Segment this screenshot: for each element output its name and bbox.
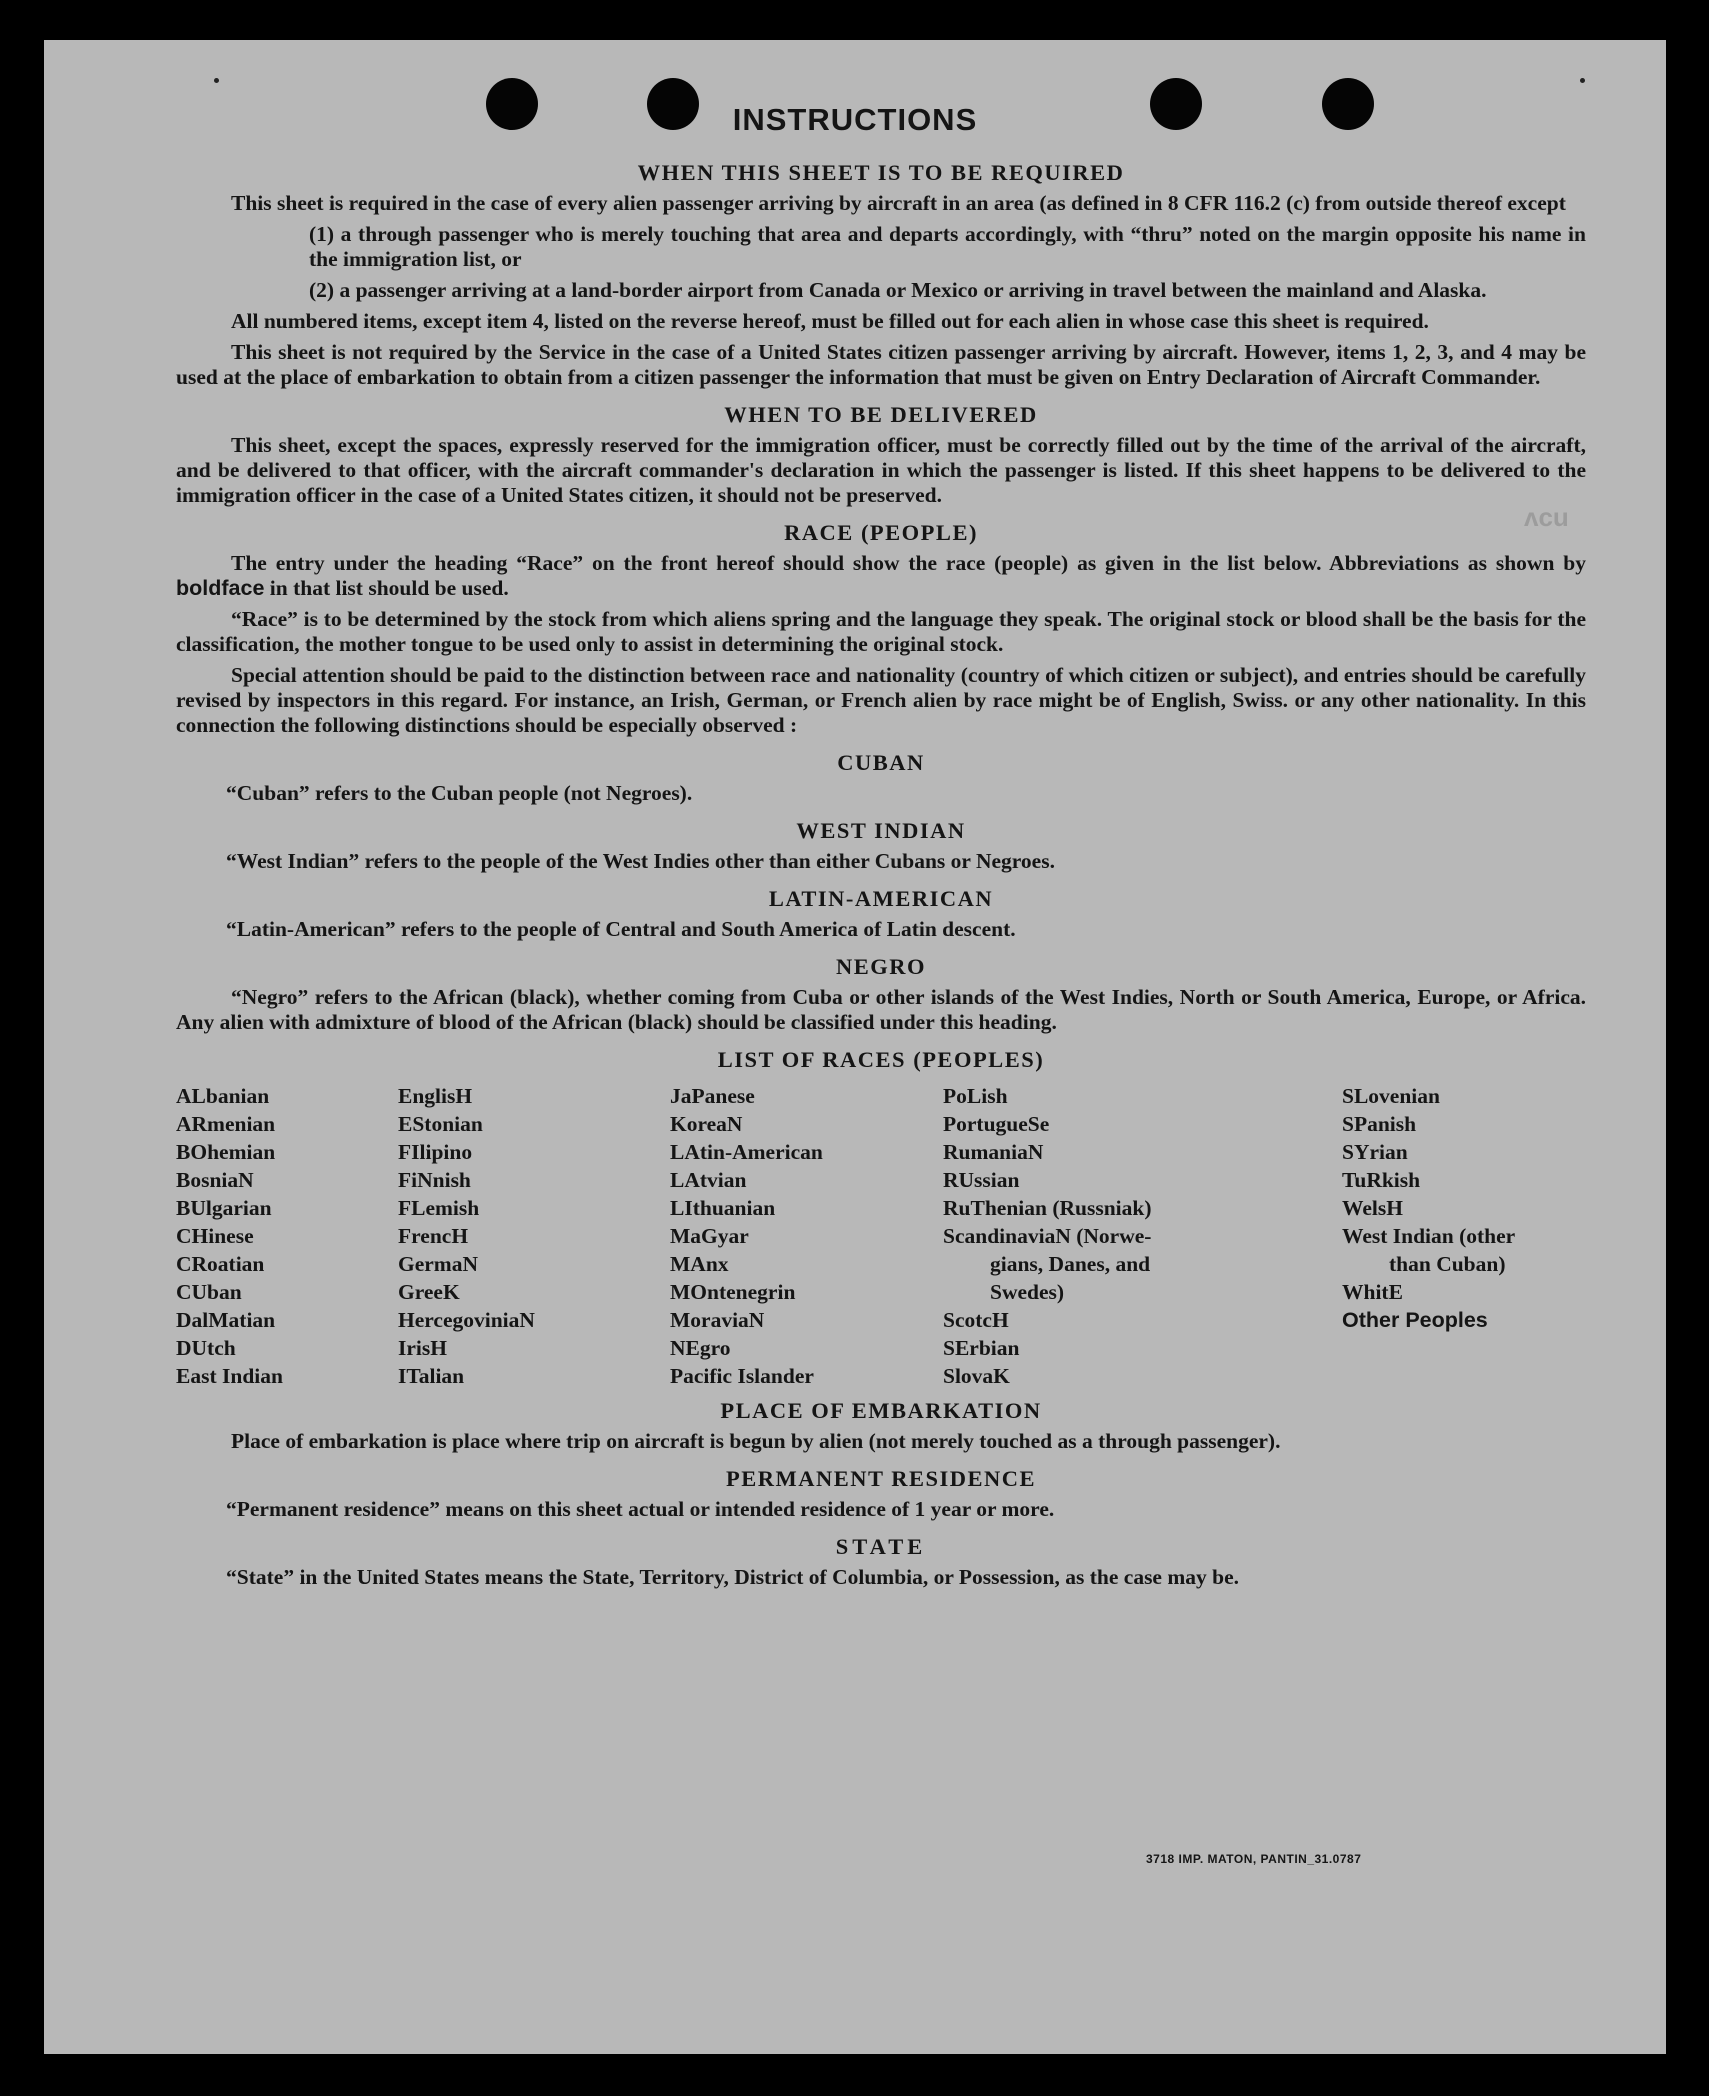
paragraph: “Negro” refers to the African (black), whether coming from Cuba or other islands of the West Indies, North or South America, Europe, or Africa. Any alien with admixture of blood of the African (black) should be classified under this heading. (176, 985, 1586, 1034)
race-item: CHinese (176, 1224, 254, 1248)
race-list (176, 1082, 1586, 1392)
race-item: ARmenian (176, 1112, 276, 1136)
paragraph: Place of embarkation is place where trip on aircraft is begun by alien (not merely touched as a through passenger). (231, 1429, 1281, 1453)
race-item: GermaN (398, 1252, 478, 1276)
paragraph: “State” in the United States means the State, Territory, District of Columbia, or Possession, as the case may be. (226, 1565, 1240, 1589)
race-item: BosniaN (176, 1168, 254, 1192)
race-item: MoraviaN (670, 1308, 765, 1332)
race-item: Swedes) (990, 1280, 1065, 1304)
paragraph: “West Indian” refers to the people of the West Indies other than either Cubans or Negroes. (226, 849, 1055, 873)
race-column-1 (176, 1082, 283, 1390)
paragraph: This sheet, except the spaces, expressly reserved for the immigration officer, must be correctly filled out by the time of the arrival of the aircraft, and be delivered to that officer, with the aircraft commander's declaration in which the passenger is listed. If this sheet happens to be delivered to the immigration officer in the case of a United States citizen, it should not be preserved. (176, 433, 1586, 507)
speck (1580, 78, 1585, 83)
race-item: KoreaN (670, 1112, 743, 1136)
race-item: ITalian (398, 1364, 465, 1388)
race-item: East Indian (176, 1364, 283, 1388)
document-sheet (44, 40, 1666, 2054)
race-column-4 (943, 1082, 1152, 1390)
race-item: MOntenegrin (670, 1280, 796, 1304)
race-item: ALbanian (176, 1084, 270, 1108)
paragraph: All numbered items, except item 4, listed on the reverse hereof, must be filled out for each alien in whose case this sheet is required. (231, 309, 1429, 333)
section-heading: PLACE OF EMBARKATION (720, 1398, 1042, 1423)
race-item: ScandinaviaN (Norwe- (943, 1224, 1152, 1248)
race-column-2 (398, 1082, 535, 1390)
race-item: FiNnish (398, 1168, 471, 1192)
race-item: EStonian (398, 1112, 483, 1136)
section-heading: STATE (835, 1534, 927, 1559)
race-item: CRoatian (176, 1252, 265, 1276)
race-item: Other Peoples (1342, 1308, 1488, 1332)
instructions-body (176, 154, 1586, 1596)
text: The entry under the heading “Race” on the front hereof should show the race (people) as given in the list below. Abbreviations as shown by (231, 551, 1586, 575)
paragraph: “Permanent residence” means on this sheet actual or intended residence of 1 year or more. (226, 1497, 1055, 1521)
race-item: WhitE (1342, 1280, 1403, 1304)
list-item: (1) a through passenger who is merely touching that area and departs accordingly, with “thru” noted on the margin opposite his name in the immigration list, or (309, 222, 1586, 271)
paragraph: Special attention should be paid to the distinction between race and nationality (country of which citizen or subject), and entries should be carefully revised by inspectors in this regard. For instance, an Irish, German, or French alien by race might be of English, Swiss. or any other nationality. In this connection the following distinctions should be especially observed : (176, 663, 1586, 737)
race-item: DalMatian (176, 1308, 276, 1332)
paragraph (176, 551, 1586, 601)
section-heading: LATIN-AMERICAN (768, 886, 994, 911)
paragraph: “Latin-American” refers to the people of Central and South America of Latin descent. (226, 917, 1016, 941)
section-heading: WEST INDIAN (796, 818, 966, 843)
race-item: LAtin-American (670, 1140, 823, 1164)
race-item: PoLish (943, 1084, 1008, 1108)
section-heading: PERMANENT RESIDENCE (725, 1466, 1036, 1491)
paragraph: This sheet is not required by the Service in the case of a United States citizen passenger arriving by aircraft. However, items 1, 2, 3, and 4 may be used at the place of embarkation to obtain from a citizen passenger the information that must be given on Entry Declaration of Aircraft Commander. (176, 340, 1586, 389)
section-heading: NEGRO (835, 954, 926, 979)
section-heading: LIST OF RACES (PEOPLES) (717, 1047, 1045, 1072)
paragraph: “Race” is to be determined by the stock from which aliens spring and the language they speak. The original stock or blood shall be the basis for the classification, the mother tongue to be used only to assist in determining the original stock. (176, 607, 1586, 656)
race-item: gians, Danes, and (990, 1252, 1151, 1276)
race-item: ScotcH (943, 1308, 1009, 1332)
race-item: DUtch (176, 1336, 236, 1360)
list-item: (2) a passenger arriving at a land-border airport from Canada or Mexico or arriving in travel between the mainland and Alaska. (309, 278, 1487, 302)
race-item: BOhemian (176, 1140, 276, 1164)
race-item: SYrian (1342, 1140, 1408, 1164)
paragraph: “Cuban” refers to the Cuban people (not Negroes). (226, 781, 693, 805)
race-item: SlovaK (943, 1364, 1010, 1388)
race-item: FIlipino (398, 1140, 473, 1164)
race-item: JaPanese (670, 1084, 755, 1108)
section-heading: CUBAN (837, 750, 925, 775)
text: in that list should be used. (269, 576, 509, 600)
race-item: SLovenian (1342, 1084, 1440, 1108)
page-title: INSTRUCTIONS (732, 102, 978, 137)
race-item: MAnx (670, 1252, 729, 1276)
race-item: HercegoviniaN (398, 1308, 535, 1332)
race-item: TuRkish (1342, 1168, 1421, 1192)
race-item: RumaniaN (943, 1140, 1044, 1164)
section-heading: RACE (PEOPLE) (784, 520, 978, 545)
bleed-through-mark: ʌcu (1524, 502, 1569, 532)
race-item: IrisH (398, 1336, 447, 1360)
race-item: than Cuban) (1389, 1252, 1506, 1276)
race-column-5 (1342, 1082, 1515, 1334)
race-item: SErbian (943, 1336, 1020, 1360)
race-item: West Indian (other (1342, 1224, 1516, 1248)
printer-code: 3718 IMP. MATON, PANTIN_31.0787 (1146, 1852, 1362, 1866)
race-item: MaGyar (670, 1224, 749, 1248)
race-item: RUssian (943, 1168, 1020, 1192)
paragraph: This sheet is required in the case of every alien passenger arriving by aircraft in an area (as defined in 8 CFR 116.2 (c) from outside thereof except (231, 191, 1566, 215)
section-heading: WHEN THIS SHEET IS TO BE REQUIRED (637, 160, 1125, 185)
race-item: GreeK (398, 1280, 460, 1304)
boldface-word: boldface (176, 576, 265, 600)
race-item: PortugueSe (943, 1112, 1050, 1136)
race-item: LAtvian (670, 1168, 747, 1192)
race-item: Pacific Islander (670, 1364, 814, 1388)
race-item: RuThenian (Russniak) (943, 1196, 1152, 1220)
race-item: SPanish (1342, 1112, 1417, 1136)
race-item: CUban (176, 1280, 242, 1304)
race-item: EnglisH (398, 1084, 473, 1108)
race-item: FLemish (398, 1196, 480, 1220)
race-item: WelsH (1342, 1196, 1403, 1220)
race-item: FrencH (398, 1224, 469, 1248)
section-heading: WHEN TO BE DELIVERED (724, 402, 1038, 427)
race-item: BUlgarian (176, 1196, 272, 1220)
speck (214, 78, 219, 83)
race-column-3 (670, 1082, 823, 1390)
race-item: NEgro (670, 1336, 731, 1360)
race-item: LIthuanian (670, 1196, 776, 1220)
